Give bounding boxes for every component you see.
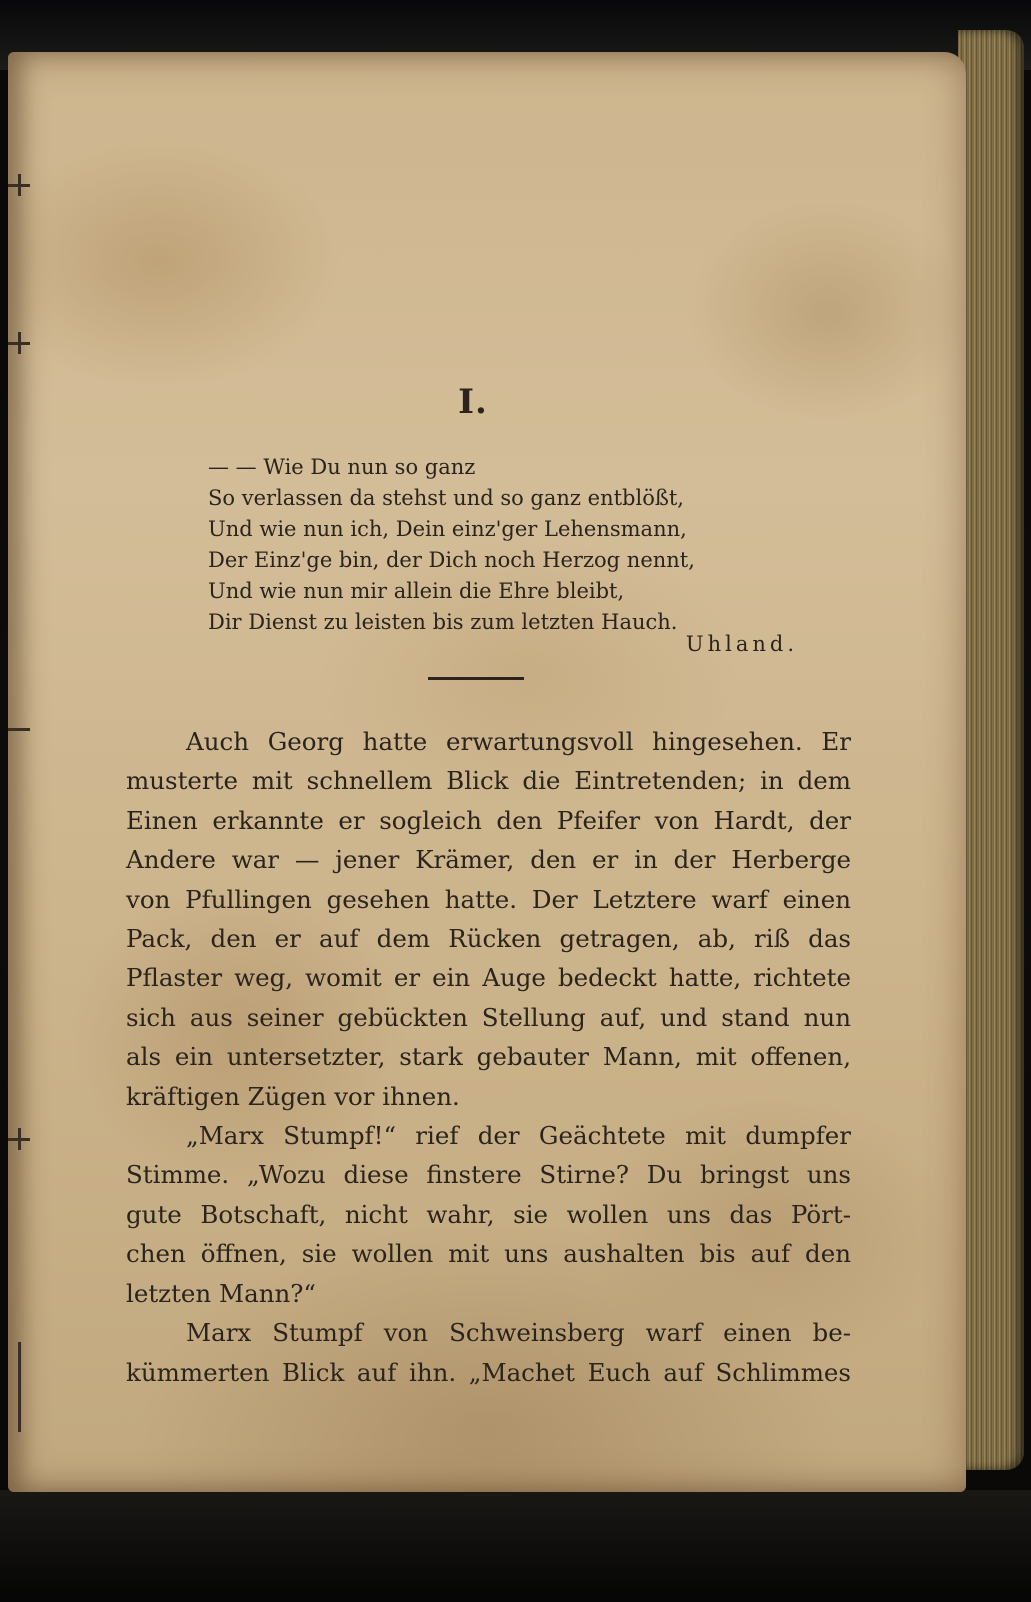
page-edges [958, 30, 1024, 1470]
body-line: Marx Stumpf von Schweinsberg warf einen be- [186, 1318, 851, 1348]
binding-thread-mark [8, 728, 30, 731]
epigraph-line: Dir Dienst zu leisten bis zum letzten Hauch. [208, 610, 678, 634]
body-line: von Pfullingen gesehen hatte. Der Letztere warf einen [126, 884, 851, 914]
epigraph-line: — — Wie Du nun so ganz [208, 455, 476, 479]
binding-thread-mark [18, 1342, 21, 1432]
epigraph-line: So verlassen da stehst und so ganz entblößt, [208, 486, 684, 510]
body-line: chen öffnen, sie wollen mit uns aushalten bis auf den [126, 1239, 851, 1269]
body-line: musterte mit schnellem Blick die Eintretenden; in dem [126, 766, 851, 796]
body-line: letzten Mann?“ [126, 1278, 316, 1308]
body-line: Stimme. „Wozu diese finstere Stirne? Du bringst uns [126, 1160, 851, 1190]
epigraph-line: Und wie nun mir allein die Ehre bleibt, [208, 579, 625, 603]
body-line: Andere war — jener Krämer, den er in der Herberge [126, 845, 851, 875]
body-line: kräftigen Zügen vor ihnen. [126, 1081, 460, 1111]
epigraph-author: Uhland. [685, 632, 798, 656]
binding-thread-mark [18, 1128, 21, 1150]
body-line: Einen erkannte er sogleich den Pfeifer von Hardt, der [126, 805, 851, 835]
binding-thread-mark [18, 332, 21, 354]
body-line: Pack, den er auf dem Rücken getragen, ab, riß das [126, 924, 851, 954]
body-line: gute Botschaft, nicht wahr, sie wollen uns das Pört- [126, 1199, 851, 1229]
book-cover-bottom [0, 1490, 1031, 1602]
body-text [126, 722, 851, 1392]
epigraph-line: Und wie nun ich, Dein einz'ger Lehensmann, [208, 517, 687, 541]
epigraph-line: Der Einz'ge bin, der Dich noch Herzog nennt, [208, 548, 695, 572]
body-line: Pflaster weg, womit er ein Auge bedeckt hatte, richtete [126, 963, 851, 993]
section-divider [428, 677, 524, 680]
chapter-number: I. [458, 382, 488, 422]
body-line: als ein untersetzter, stark gebauter Mann, mit offenen, [126, 1042, 851, 1072]
body-line: sich aus seiner gebückten Stellung auf, und stand nun [126, 1002, 851, 1032]
body-line: „Marx Stumpf!“ rief der Geächtete mit dumpfer [186, 1121, 851, 1151]
body-line: kümmerten Blick auf ihn. „Machet Euch auf Schlimmes [126, 1357, 851, 1387]
body-line: Auch Georg hatte erwartungsvoll hingesehen. Er [186, 727, 851, 756]
epigraph [208, 452, 808, 638]
binding-thread-mark [18, 174, 21, 196]
book-page [8, 52, 966, 1492]
